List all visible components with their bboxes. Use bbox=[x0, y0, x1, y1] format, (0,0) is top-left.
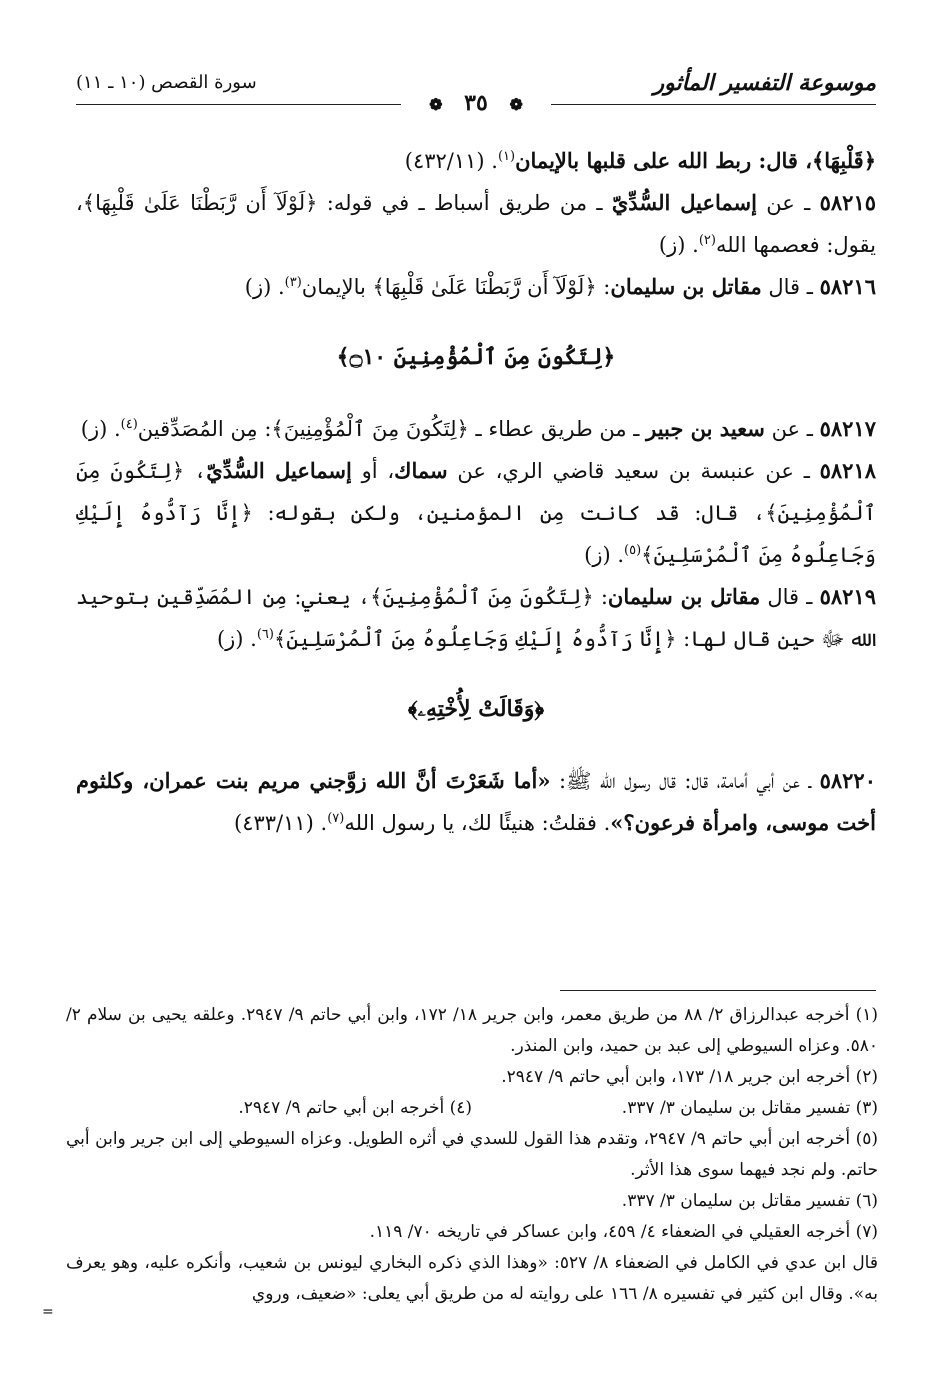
main-text bbox=[76, 140, 876, 844]
footnote: (٣) تفسير مقاتل بن سليمان ٣/ ٣٣٧. bbox=[621, 1098, 878, 1118]
page-number: ❁ ٣٥ ❁ bbox=[76, 90, 876, 116]
page-header bbox=[76, 62, 876, 122]
ayah-heading: ﴿لِتَكُونَ مِنَ ٱلْمُؤْمِنِينَ ۝١٠﴾ bbox=[336, 344, 616, 370]
paragraph: ﴿قَلْبِهَا﴾، قال: ربط الله على قلبها بالإيمان$^{(١)}$. (٤٣٢/١١) bbox=[404, 148, 876, 173]
paragraph: ٥٨٢١٨ ـ عن عنبسة بن سعيد قاضي الري، عن سماك، أو إسماعيل السُّدِّيّ، ﴿لِتَكُونَ مِنَ ٱلْمُؤْمِنِينَ﴾، قال: قد كانت مِن المؤمنين، ولكن بقوله: ﴿إِنَّا رَآدُّوهُ إِلَيْكِ وَجَاعِلُوهُ مِنَ ٱلْمُرْسَلِينَ﴾$^{(٥)}$. (ز) bbox=[76, 458, 877, 567]
footnote-rule bbox=[560, 990, 876, 991]
surah-title: سورة القصص (١٠ ـ ١١) bbox=[76, 72, 257, 93]
footnote: (١) أخرجه عبدالرزاق ٢/ ٨٨ من طريق معمر، وابن جرير ١٨/ ١٧٢، وابن أبي حاتم ٩/ ٢٩٤٧. وعلقه يحيى بن سلام ٢/ ٥٨٠. وعزاه السيوطي إلى عبد بن حميد، وابن المنذر. bbox=[66, 1005, 878, 1056]
paragraph: ٥٨٢١٥ ـ عن إسماعيل السُّدِّيّ ـ من طريق أسباط ـ في قوله: ﴿لَوْلَآ أَن رَّبَطْنَا عَلَىٰ قَلْبِهَا﴾، يقول: فعصمها الله$^{(٢)}$. (ز) bbox=[76, 190, 877, 257]
paragraph: ٥٨٢١٦ ـ قال مقاتل بن سليمان: ﴿لَوْلَآ أَن رَّبَطْنَا عَلَىٰ قَلْبِهَا﴾ بالإيمان$^{(٣)}$. (ز) bbox=[244, 274, 876, 299]
footnote: (٦) تفسير مقاتل بن سليمان ٣/ ٣٣٧. bbox=[621, 1191, 878, 1211]
paragraph: ٥٨٢٢٠ ـ عن أبي أمامة، قال: قال رسول الله ﷺ: «أما شَعَرْتَ أنَّ الله زوَّجني مريم بنت عمران، وكلثوم أخت موسى، وامرأة فرعون؟». فقلتُ: هنيئًا لك، يا رسول الله$^{(٧)}$. (٤٣٣/١١) bbox=[76, 768, 876, 835]
footnote: (٤) أخرجه ابن أبي حاتم ٩/ ٢٩٤٧. bbox=[238, 1098, 472, 1118]
footnote: قال ابن عدي في الكامل في الضعفاء ٨/ ٥٢٧: «وهذا الذي ذكره البخاري ليونس بن شعيب، وأنكره عليه، وهو يعرف به». وقال ابن كثير في تفسيره ٨/ ١٦٦ على روايته له من طريق أبي يعلى: «ضعيف، وروي bbox=[66, 1253, 878, 1304]
paragraph: ٥٨٢١٧ ـ عن سعيد بن جبير ـ من طريق عطاء ـ ﴿لِتَكُونَ مِنَ ٱلْمُؤْمِنِينَ﴾: مِن المُصَدِّقين$^{(٤)}$. (ز) bbox=[80, 416, 876, 441]
ornament-icon: ❁ bbox=[495, 95, 536, 114]
footnote: (٧) أخرجه العقيلي في الضعفاء ٤/ ٤٥٩، وابن عساكر في تاريخه ٧٠/ ١١٩. bbox=[369, 1222, 878, 1242]
book-title: موسوعة التفسير المأثور bbox=[653, 70, 876, 96]
paragraph: ٥٨٢١٩ ـ قال مقاتل بن سليمان: ﴿لِتَكُونَ مِنَ ٱلْمُؤْمِنِينَ﴾، يعني: مِن المُصَدِّقين بتوحيد الله ﷻ حين قال لها: ﴿إِنَّا رَآدُّوهُ إِلَيْكِ وَجَاعِلُوهُ مِنَ ٱلْمُرْسَلِينَ﴾$^{(٦)}$. (ز) bbox=[76, 584, 876, 651]
footnote: (٢) أخرجه ابن جرير ١٨/ ١٧٣، وابن أبي حاتم ٩/ ٢٩٤٧. bbox=[501, 1067, 878, 1087]
footnote: (٥) أخرجه ابن أبي حاتم ٩/ ٢٩٤٧، وتقدم هذا القول للسدي في أثره الطويل. وعزاه السيوطي إلى ابن جرير وابن أبي حاتم. ولم نجد فيهما سوى هذا الأثر. bbox=[66, 1129, 879, 1180]
footnote-row bbox=[66, 1093, 878, 1124]
ayah-heading: ﴿وَقَالَتْ لِأُخْتِهِۦ﴾ bbox=[407, 696, 545, 722]
continuation-mark: = bbox=[42, 1304, 54, 1320]
ornament-icon: ❁ bbox=[415, 95, 456, 114]
footnotes bbox=[66, 1000, 878, 1310]
